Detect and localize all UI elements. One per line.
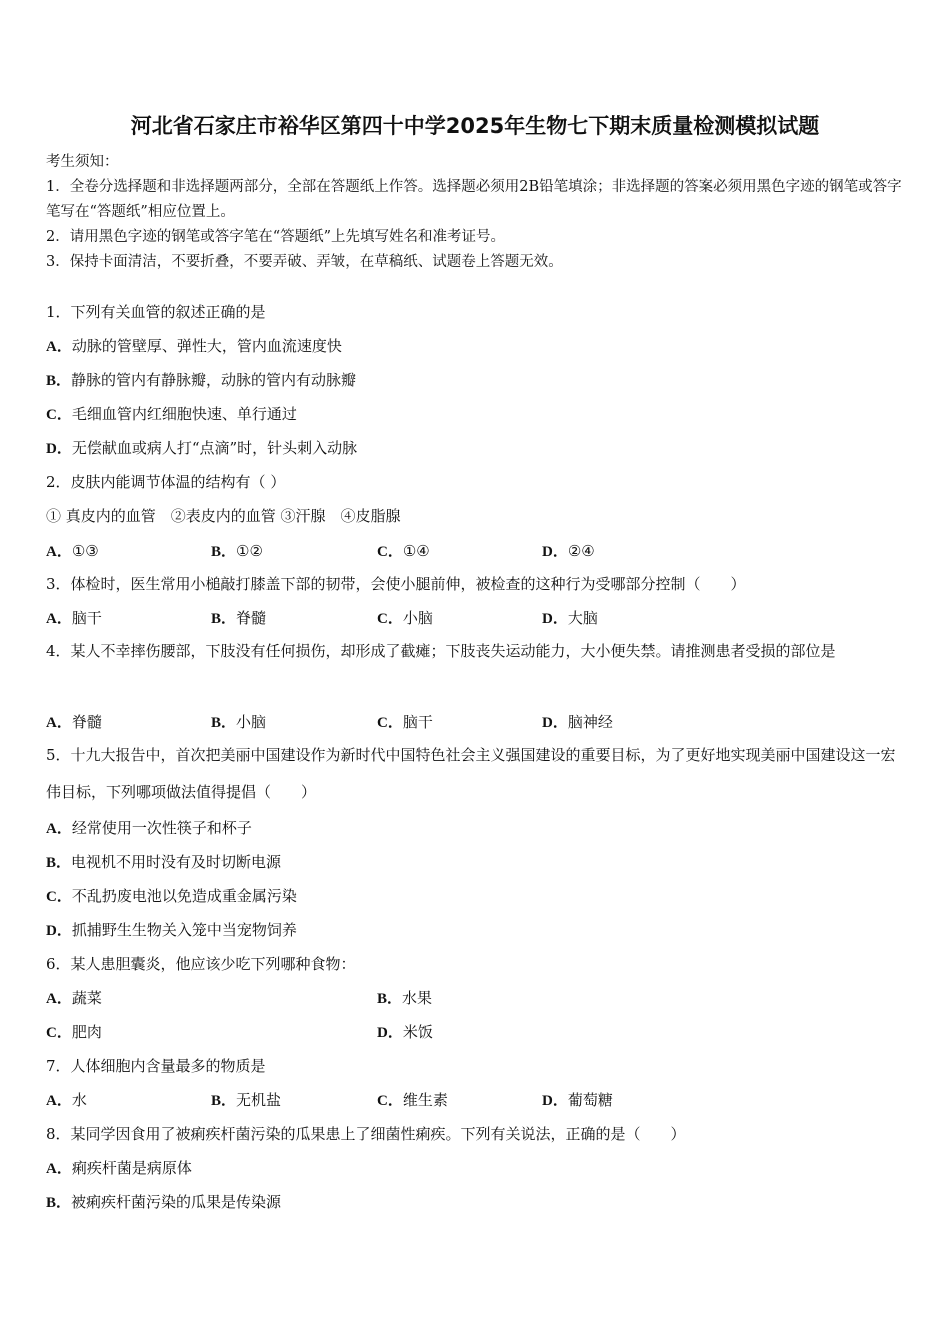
question-stem: 5．十九大报告中，首次把美丽中国建设作为新时代中国特色社会主义强国建设的重要目标，为了更好地实现美丽中国建设这一宏伟目标，下列哪项做法值得提倡（ ） bbox=[46, 746, 896, 801]
notice-item-2: 2．请用黑色字迹的钢笔或答字笔在“答题纸”上先填写姓名和准考证号。 bbox=[46, 229, 506, 245]
option: A．痢疾杆菌是病原体 bbox=[46, 1159, 192, 1177]
option: B．①② bbox=[211, 542, 263, 560]
option: B．脊髓 bbox=[211, 609, 267, 627]
notice-item-3: 3．保持卡面清洁，不要折叠，不要弄破、弄皱，在草稿纸、试题卷上答题无效。 bbox=[46, 254, 563, 270]
option: D．大脑 bbox=[542, 609, 598, 627]
notice-item-1: 1．全卷分选择题和非选择题两部分，全部在答题纸上作答。选择题必须用2B铅笔填涂；非选择题的答案必须用黑色字迹的钢笔或答字笔写在“答题纸”相应位置上。 bbox=[46, 179, 902, 220]
option: B．电视机不用时没有及时切断电源 bbox=[46, 853, 282, 871]
option: A．脑干 bbox=[46, 609, 102, 627]
question-sub-list: ① 真皮内的血管 ②表皮内的血管 ③汗腺 ④皮脂腺 bbox=[46, 507, 401, 525]
option: B．静脉的管内有静脉瓣，动脉的管内有动脉瓣 bbox=[46, 371, 357, 389]
option: C．脑干 bbox=[377, 713, 433, 731]
option: D．米饭 bbox=[377, 1023, 433, 1041]
notice-heading: 考生须知： bbox=[46, 154, 119, 170]
option: A．①③ bbox=[46, 542, 99, 560]
question-stem: 2．皮肤内能调节体温的结构有（ ） bbox=[46, 473, 286, 491]
option: D．脑神经 bbox=[542, 713, 613, 731]
option: D．葡萄糖 bbox=[542, 1091, 613, 1109]
question-stem: 4．某人不幸摔伤腰部，下肢没有任何损伤，却形成了截瘫；下肢丧失运动能力，大小便失禁。请推测患者受损的部位是 bbox=[46, 642, 836, 660]
option: A．动脉的管壁厚、弹性大，管内血流速度快 bbox=[46, 337, 342, 355]
option: C．①④ bbox=[377, 542, 430, 560]
option: D．无偿献血或病人打“点滴”时，针头刺入动脉 bbox=[46, 439, 358, 457]
option: A．脊髓 bbox=[46, 713, 102, 731]
question-stem: 8．某同学因食用了被痢疾杆菌污染的瓜果患上了细菌性痢疾。下列有关说法，正确的是（ ） bbox=[46, 1125, 686, 1143]
question-stem: 6．某人患胆囊炎，他应该少吃下列哪种食物： bbox=[46, 955, 356, 973]
option: D．②④ bbox=[542, 542, 595, 560]
option: A．蔬菜 bbox=[46, 989, 102, 1007]
option: C．毛细血管内红细胞快速、单行通过 bbox=[46, 405, 297, 423]
option: B．无机盐 bbox=[211, 1091, 282, 1109]
option: C．维生素 bbox=[377, 1091, 448, 1109]
question-stem: 3．体检时，医生常用小槌敲打膝盖下部的韧带，会使小腿前伸，被检查的这种行为受哪部分控制（ ） bbox=[46, 575, 746, 593]
question-stem: 1．下列有关血管的叙述正确的是 bbox=[46, 303, 266, 321]
option: A．经常使用一次性筷子和杯子 bbox=[46, 819, 252, 837]
option: C．肥肉 bbox=[46, 1023, 102, 1041]
page-title: 河北省石家庄市裕华区第四十中学2025年生物七下期末质量检测模拟试题 bbox=[130, 114, 820, 138]
question-stem: 7．人体细胞内含量最多的物质是 bbox=[46, 1057, 266, 1075]
option: C．不乱扔废电池以免造成重金属污染 bbox=[46, 887, 297, 905]
option: B．小脑 bbox=[211, 713, 267, 731]
option: C．小脑 bbox=[377, 609, 433, 627]
option: A．水 bbox=[46, 1091, 87, 1109]
option: B．水果 bbox=[377, 989, 433, 1007]
option: D．抓捕野生生物关入笼中当宠物饲养 bbox=[46, 921, 297, 939]
option: B．被痢疾杆菌污染的瓜果是传染源 bbox=[46, 1193, 282, 1211]
